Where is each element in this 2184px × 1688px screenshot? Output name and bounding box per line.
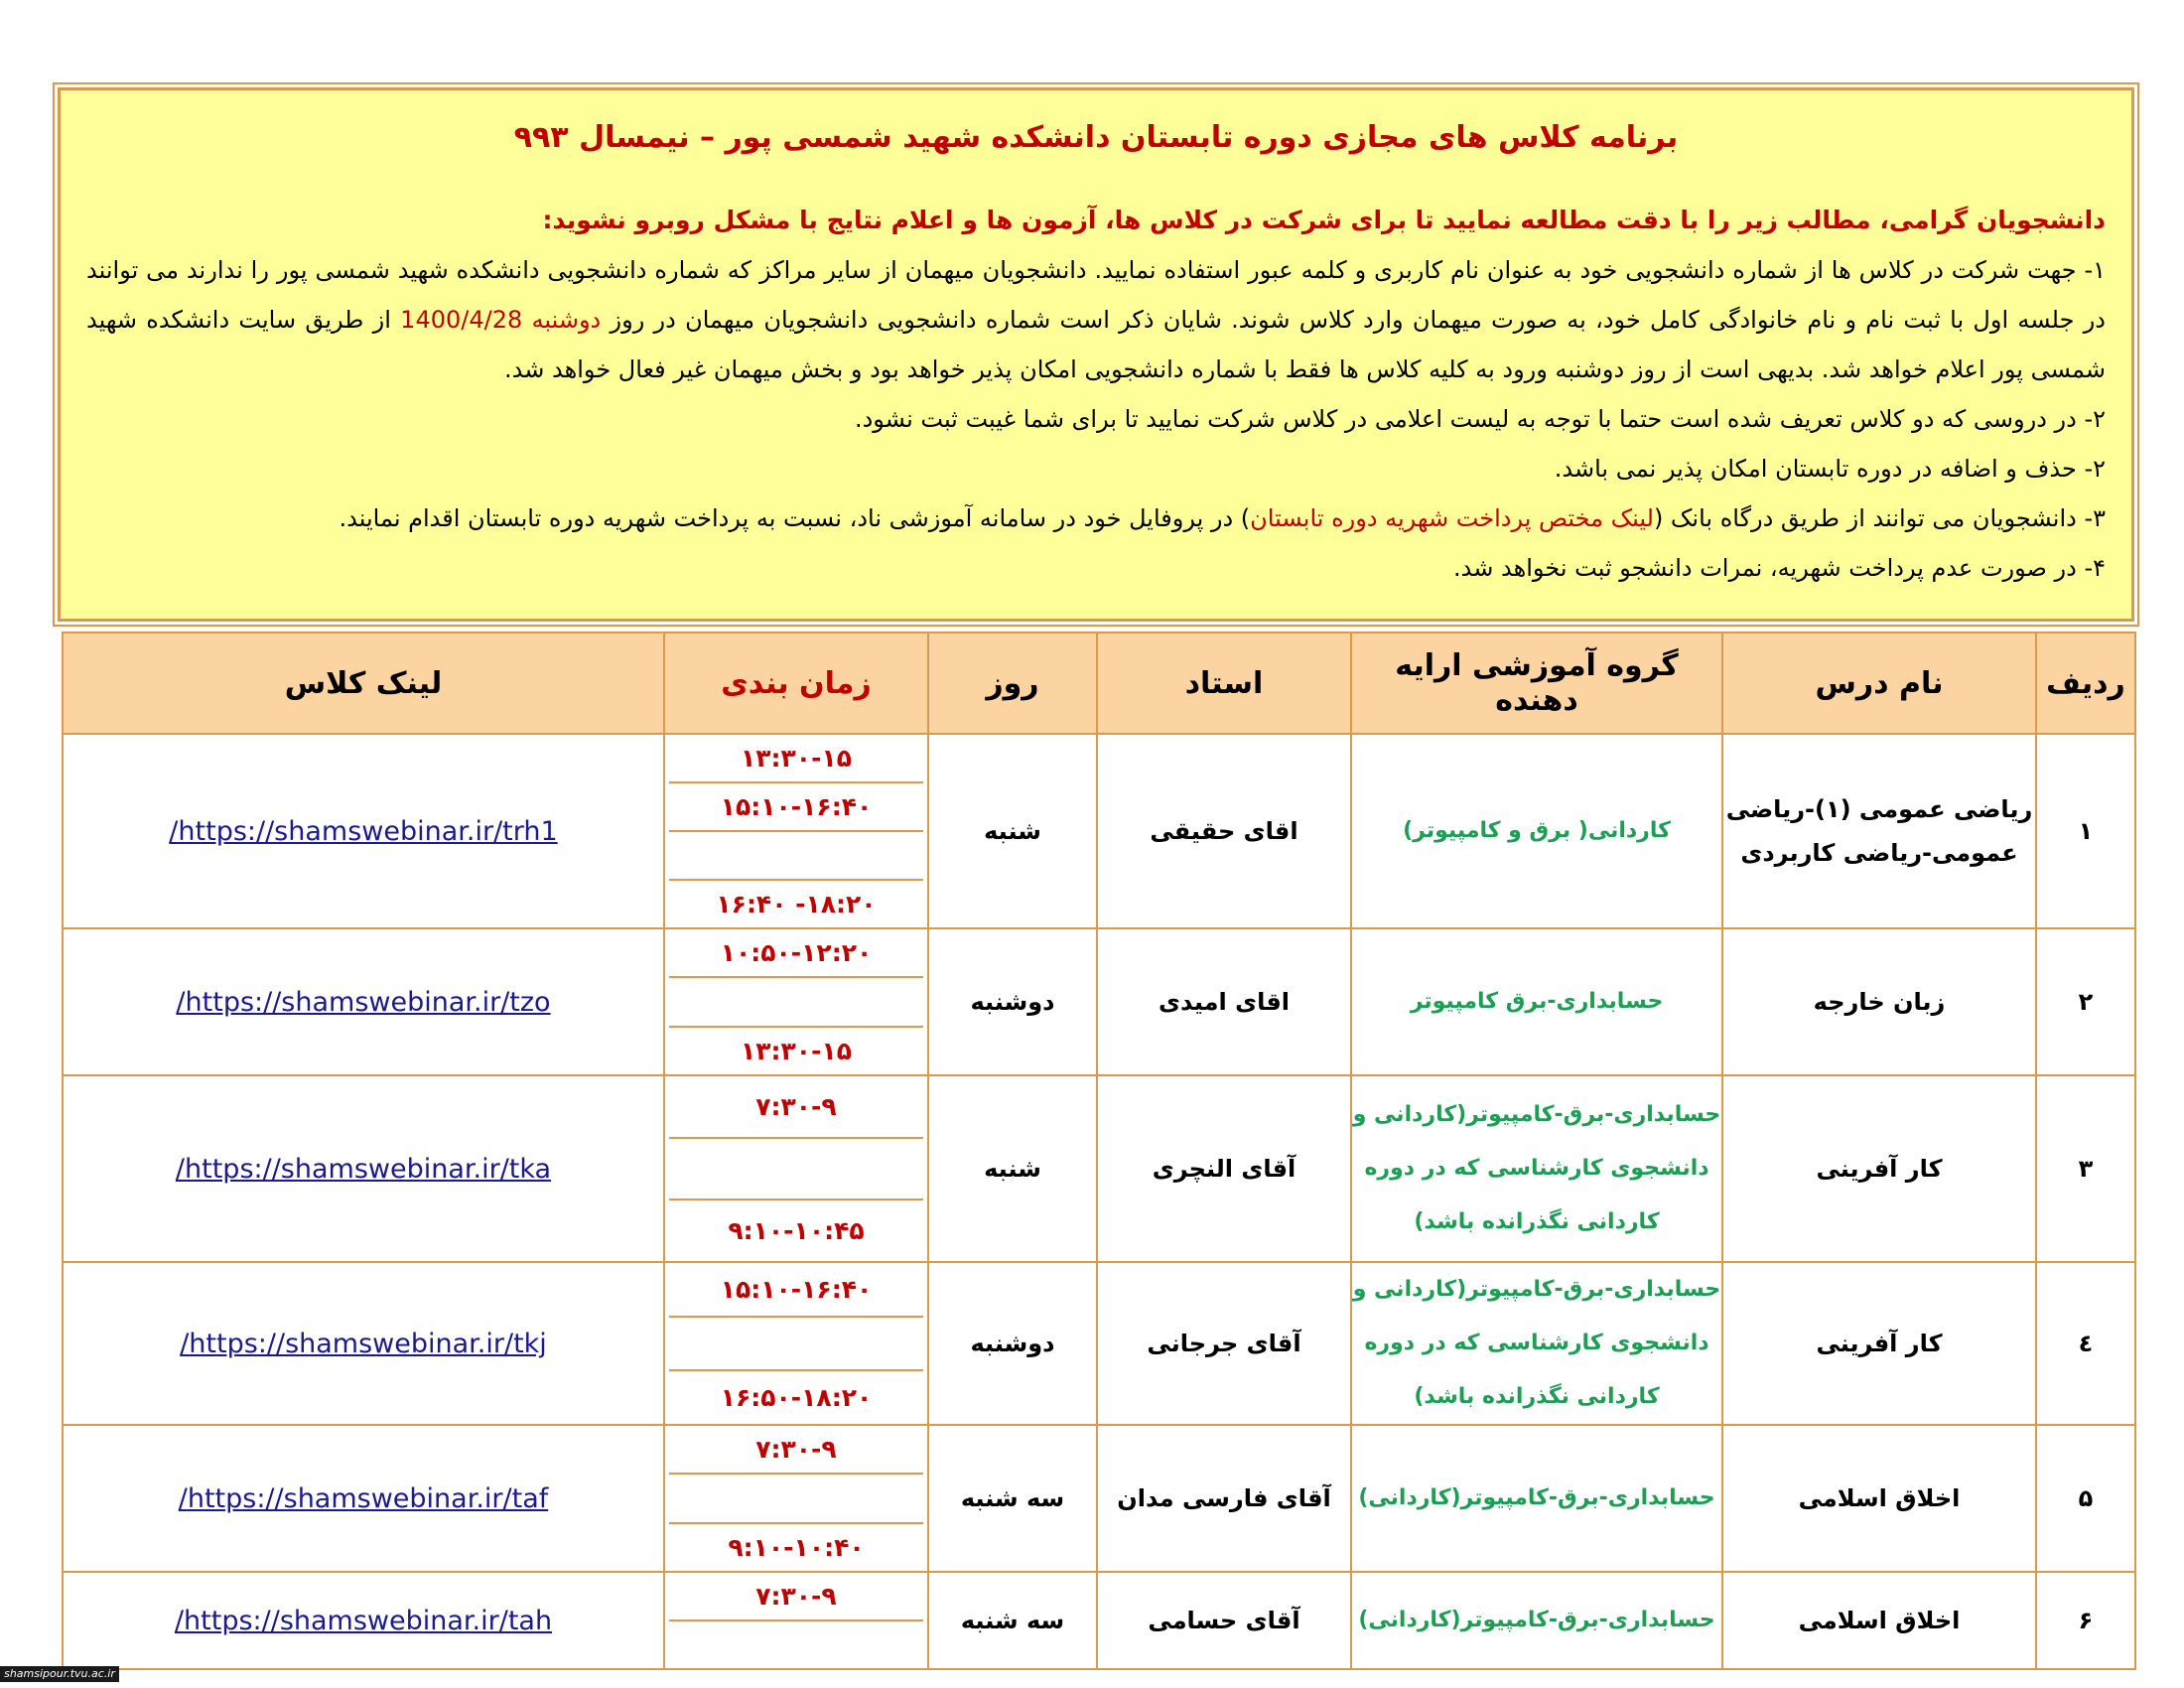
time-slots bbox=[665, 735, 927, 927]
time-slot bbox=[669, 978, 923, 1027]
cell-time bbox=[664, 1572, 928, 1669]
class-link[interactable]: https://shamswebinar.ir/tkj/ bbox=[180, 1328, 547, 1359]
cell-day: دوشنبه bbox=[928, 1262, 1097, 1425]
cell-link bbox=[63, 928, 664, 1075]
time-slot: ۱۳:۳۰-۱۵ bbox=[741, 1036, 852, 1065]
table-row bbox=[63, 1572, 2135, 1669]
cell-group: حسابداری-برق-کامپیوتر(کاردانی و دانشجوی کارشناسی که در دوره کاردانی نگذرانده باشد) bbox=[1351, 1262, 1722, 1425]
cell-day: سه شنبه bbox=[928, 1572, 1097, 1669]
cell-course: اخلاق اسلامی bbox=[1722, 1425, 2036, 1572]
time-slot bbox=[669, 1139, 923, 1201]
cell-course: ریاضی عمومی (۱)-ریاضی عمومی-ریاضی کاربردی bbox=[1722, 734, 2036, 928]
time-slot: ۷:۳۰-۹ bbox=[669, 1573, 923, 1621]
cell-group: حسابداری-برق کامپیوتر bbox=[1351, 928, 1722, 1075]
cell-group: حسابداری-برق-کامپیوتر(کاردانی و دانشجوی کارشناسی که در دوره کاردانی نگذرانده باشد) bbox=[1351, 1075, 1722, 1262]
header-link: لینک کلاس bbox=[63, 633, 664, 734]
notice-item-2: ۲- در دروسی که دو کلاس تعریف شده است حتما با توجه به لیست اعلامی در کلاس شرکت نمایید تا برای شما غیبت ثبت نشود. bbox=[854, 405, 2106, 433]
class-link[interactable]: https://shamswebinar.ir/tah/ bbox=[174, 1605, 553, 1636]
time-slot: ۹:۱۰-۱۰:۴۰ bbox=[728, 1532, 865, 1562]
time-slot: ۹:۱۰-۱۰:۴۵ bbox=[728, 1216, 865, 1246]
notice-item-1-day: دوشنبه bbox=[531, 306, 602, 334]
cell-teacher: اقای حقیقی bbox=[1097, 734, 1351, 928]
cell-day: شنبه bbox=[928, 1075, 1097, 1262]
notice-item-2b: ۲- حذف و اضافه در دوره تابستان امکان پذیر نمی باشد. bbox=[1554, 455, 2106, 483]
cell-time bbox=[664, 928, 928, 1075]
header-course: نام درس bbox=[1722, 633, 2036, 734]
site-badge: shamsipour.tvu.ac.ir bbox=[0, 1666, 119, 1682]
cell-day: شنبه bbox=[928, 734, 1097, 928]
table-row bbox=[63, 1075, 2135, 1262]
cell-link bbox=[63, 1075, 664, 1262]
cell-teacher: اقای امیدی bbox=[1097, 928, 1351, 1075]
time-slots bbox=[665, 929, 927, 1074]
schedule-table bbox=[62, 632, 2136, 1670]
notice-item-1-text: ۱- جهت شرکت در کلاس ها از شماره دانشجویی خود به عنوان نام کاربری و کلمه عبور استفاده نمایید. دانشجویان میهمان از سایر مراکز که شماره دانشجویی دانشکده شهید شمسی پور را ندارند می توانند در جلسه اول با ثبت نام و نام خانوادگی کامل خود، به صورت میهمان وارد کلاس شوند. شایان ذکر است شماره دانشجویی دانشجویان میهمان در روز bbox=[86, 256, 2106, 334]
notice-item-1-text-end: از طریق سایت دانشکده شهید شمسی پور اعلام خواهد شد. بدیهی است از روز دوشنبه ورود به کلیه کلاس ها فقط با شماره دانشجویی امکان پذیر خواهد بود و بخش میهمان غیر فعال خواهد شد. bbox=[86, 306, 2106, 383]
cell-row-number: ۶ bbox=[2036, 1572, 2135, 1669]
cell-course: اخلاق اسلامی bbox=[1722, 1572, 2036, 1669]
cell-group: کاردانی( برق و کامپیوتر) bbox=[1351, 734, 1722, 928]
class-link[interactable]: https://shamswebinar.ir/tzo/ bbox=[176, 986, 551, 1018]
cell-link bbox=[63, 1425, 664, 1572]
cell-time bbox=[664, 734, 928, 928]
cell-teacher: آقای فارسی مدان bbox=[1097, 1425, 1351, 1572]
time-slot: ۱۰:۵۰-۱۲:۲۰ bbox=[669, 929, 923, 978]
notice-box bbox=[58, 87, 2134, 622]
time-slot: ۱۶:۴۰ -۱۸:۲۰ bbox=[716, 890, 877, 918]
notice-item-4: ۴- در صورت عدم پرداخت شهریه، نمرات دانشجو ثبت نخواهد شد. bbox=[1453, 554, 2106, 582]
time-slot bbox=[669, 1475, 923, 1523]
cell-group: حسابداری-برق-کامپیوتر(کاردانی) bbox=[1351, 1425, 1722, 1572]
cell-row-number: ۱ bbox=[2036, 734, 2135, 928]
table-row bbox=[63, 1425, 2135, 1572]
cell-day: سه شنبه bbox=[928, 1425, 1097, 1572]
header-row-number: ردیف bbox=[2036, 633, 2135, 734]
cell-link bbox=[63, 1262, 664, 1425]
table-row bbox=[63, 1262, 2135, 1425]
time-slot bbox=[669, 832, 923, 881]
payment-link[interactable]: لینک مختص پرداخت شهریه دوره تابستان bbox=[1250, 504, 1654, 532]
time-slots bbox=[665, 1263, 927, 1424]
time-slot: ۷:۳۰-۹ bbox=[669, 1426, 923, 1475]
notice-intro: دانشجویان گرامی، مطالب زیر را با دقت مطالعه نمایید تا برای شرکت در کلاس ها، آزمون ها و اعلام نتایج با مشکل روبرو نشوید: bbox=[542, 206, 2106, 234]
cell-teacher: آقای النچری bbox=[1097, 1075, 1351, 1262]
cell-day: دوشنبه bbox=[928, 928, 1097, 1075]
class-link[interactable]: https://shamswebinar.ir/taf/ bbox=[178, 1482, 549, 1514]
notice-item-3-text: ۳- دانشجویان می توانند از طریق درگاه بانک ( bbox=[1653, 504, 2106, 532]
cell-time bbox=[664, 1075, 928, 1262]
notice-item-1-date: 1400/4/28 bbox=[400, 306, 523, 334]
page-title: برنامه کلاس های مجازی دوره تابستان دانشکده شهید شمسی پور – نیمسال ۹۹۳ bbox=[513, 120, 1679, 155]
cell-course: کار آفرینی bbox=[1722, 1075, 2036, 1262]
cell-time bbox=[664, 1262, 928, 1425]
table-row bbox=[63, 734, 2135, 928]
time-slot bbox=[669, 1318, 923, 1372]
time-slots bbox=[665, 1573, 927, 1668]
notice-item-1 bbox=[86, 245, 2106, 394]
time-slots bbox=[665, 1076, 927, 1261]
cell-link bbox=[63, 734, 664, 928]
header-day: روز bbox=[928, 633, 1097, 734]
cell-course: کار آفرینی bbox=[1722, 1262, 2036, 1425]
table-header-row bbox=[63, 633, 2135, 734]
time-slot: ۱۶:۵۰-۱۸:۲۰ bbox=[720, 1383, 873, 1413]
cell-teacher: آقای جرجانی bbox=[1097, 1262, 1351, 1425]
header-group: گروه آموزشی ارایه دهنده bbox=[1351, 633, 1722, 734]
header-time: زمان بندی bbox=[664, 633, 928, 734]
time-slot: ۱۳:۳۰-۱۵ bbox=[669, 735, 923, 783]
cell-row-number: ۳ bbox=[2036, 1075, 2135, 1262]
cell-link bbox=[63, 1572, 664, 1669]
class-link[interactable]: https://shamswebinar.ir/tka/ bbox=[175, 1153, 552, 1185]
time-slot: ۱۵:۱۰-۱۶:۴۰ bbox=[669, 1263, 923, 1318]
cell-time bbox=[664, 1425, 928, 1572]
time-slot bbox=[669, 1621, 923, 1668]
cell-course: زبان خارجه bbox=[1722, 928, 2036, 1075]
notice-item-3-text-end: ) در پروفایل خود در سامانه آموزشی ناد، نسبت به پرداخت شهریه دوره تابستان اقدام نمایند. bbox=[339, 504, 1251, 532]
time-slots bbox=[665, 1426, 927, 1571]
header-teacher: استاد bbox=[1097, 633, 1351, 734]
cell-group: حسابداری-برق-کامپیوتر(کاردانی) bbox=[1351, 1572, 1722, 1669]
cell-row-number: ۵ bbox=[2036, 1425, 2135, 1572]
table-row bbox=[63, 928, 2135, 1075]
notice-item-3 bbox=[86, 493, 2106, 543]
cell-row-number: ٤ bbox=[2036, 1262, 2135, 1425]
class-link[interactable]: https://shamswebinar.ir/trh1/ bbox=[169, 815, 558, 847]
cell-teacher: آقای حسامی bbox=[1097, 1572, 1351, 1669]
time-slot: ۷:۳۰-۹ bbox=[669, 1076, 923, 1139]
cell-row-number: ۲ bbox=[2036, 928, 2135, 1075]
time-slot: ۱۵:۱۰-۱۶:۴۰ bbox=[669, 783, 923, 832]
